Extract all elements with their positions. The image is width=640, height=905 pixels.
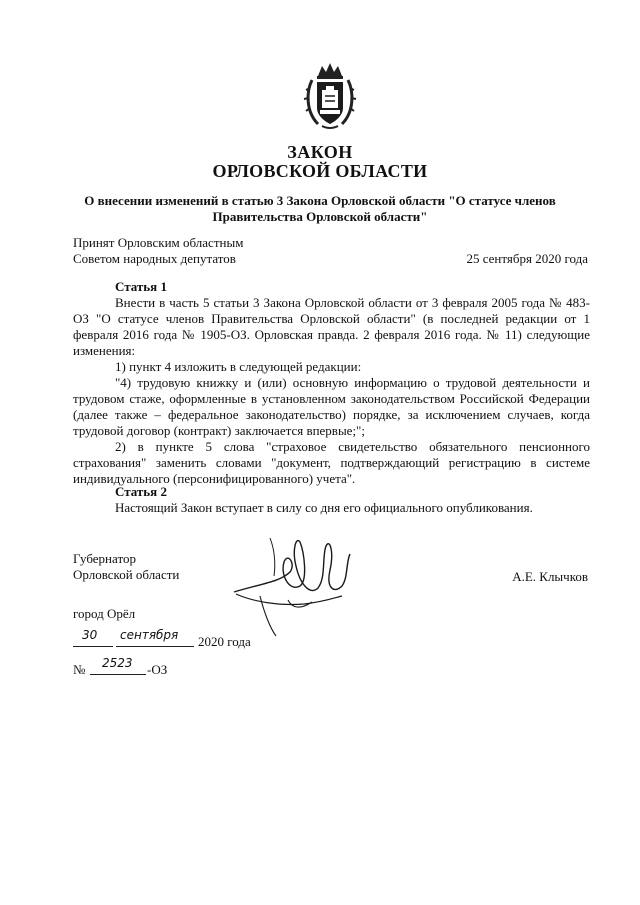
article-1-body — [73, 295, 590, 487]
city: город Орёл — [73, 606, 136, 621]
signatory-position-line-2: Орловской области — [73, 567, 180, 582]
day-underline — [73, 646, 113, 647]
handwritten-signature — [230, 532, 360, 642]
signing-day: 30 — [82, 628, 98, 642]
number-underline — [90, 674, 146, 675]
signatory-name: А.Е. Клычков — [512, 569, 588, 584]
signing-month: сентября — [120, 628, 179, 642]
adoption-date: 25 сентября 2020 года — [466, 251, 588, 266]
law-number-suffix: -ОЗ — [147, 662, 168, 677]
law-title: ЗАКОН — [287, 142, 353, 162]
signing-year: 2020 года — [198, 634, 251, 649]
month-underline — [116, 646, 194, 647]
adopted-by-line-2: Советом народных депутатов — [73, 251, 236, 266]
law-number-prefix: № — [73, 662, 86, 677]
region-title: ОРЛОВСКОЙ ОБЛАСТИ — [212, 161, 428, 181]
article-2-paragraph: Настоящий Закон вступает в силу со дня его официального опубликования. — [115, 500, 533, 515]
subtitle-line-2: Правительства Орловской области" — [212, 209, 428, 224]
law-number: 2523 — [102, 656, 133, 670]
article-1-heading: Статья 1 — [115, 279, 167, 294]
signatory-position-line-1: Губернатор — [73, 551, 136, 566]
article-1-paragraph-4: 2) в пункте 5 слова "страховое свидетельство обязательного пенсионного страхования" заменить словами "документ, подтверждающий регистрацию в системе индивидуального (персонифицированного) учета". — [73, 439, 590, 486]
article-1-paragraph-2: 1) пункт 4 изложить в следующей редакции: — [115, 359, 362, 374]
subtitle-line-1: О внесении изменений в статью 3 Закона Орловской области "О статусе членов — [84, 193, 556, 208]
article-2-heading: Статья 2 — [115, 484, 167, 499]
article-1-paragraph-1: Внести в часть 5 статьи 3 Закона Орловской области от 3 февраля 2005 года № 483-ОЗ "О статусе членов Правительства Орловской области" (в последней редакции от 1 февраля 2016 года № 1905-ОЗ. Орловская правда. 2 февраля 2016 года. № 11) следующие изменения: — [73, 295, 590, 358]
law-subtitle — [0, 193, 640, 225]
coat-of-arms-icon — [302, 60, 358, 132]
article-1-paragraph-3: "4) трудовую книжку и (или) основную информацию о трудовой деятельности и трудовом стаже, оформленные в установленном законодательством Российской Федерации (далее также – федеральное законодательство) порядке, за исключением случаев, когда трудовой договор (контракт) заключается впервые;"; — [73, 375, 590, 438]
adopted-by-line-1: Принят Орловским областным — [73, 235, 244, 250]
